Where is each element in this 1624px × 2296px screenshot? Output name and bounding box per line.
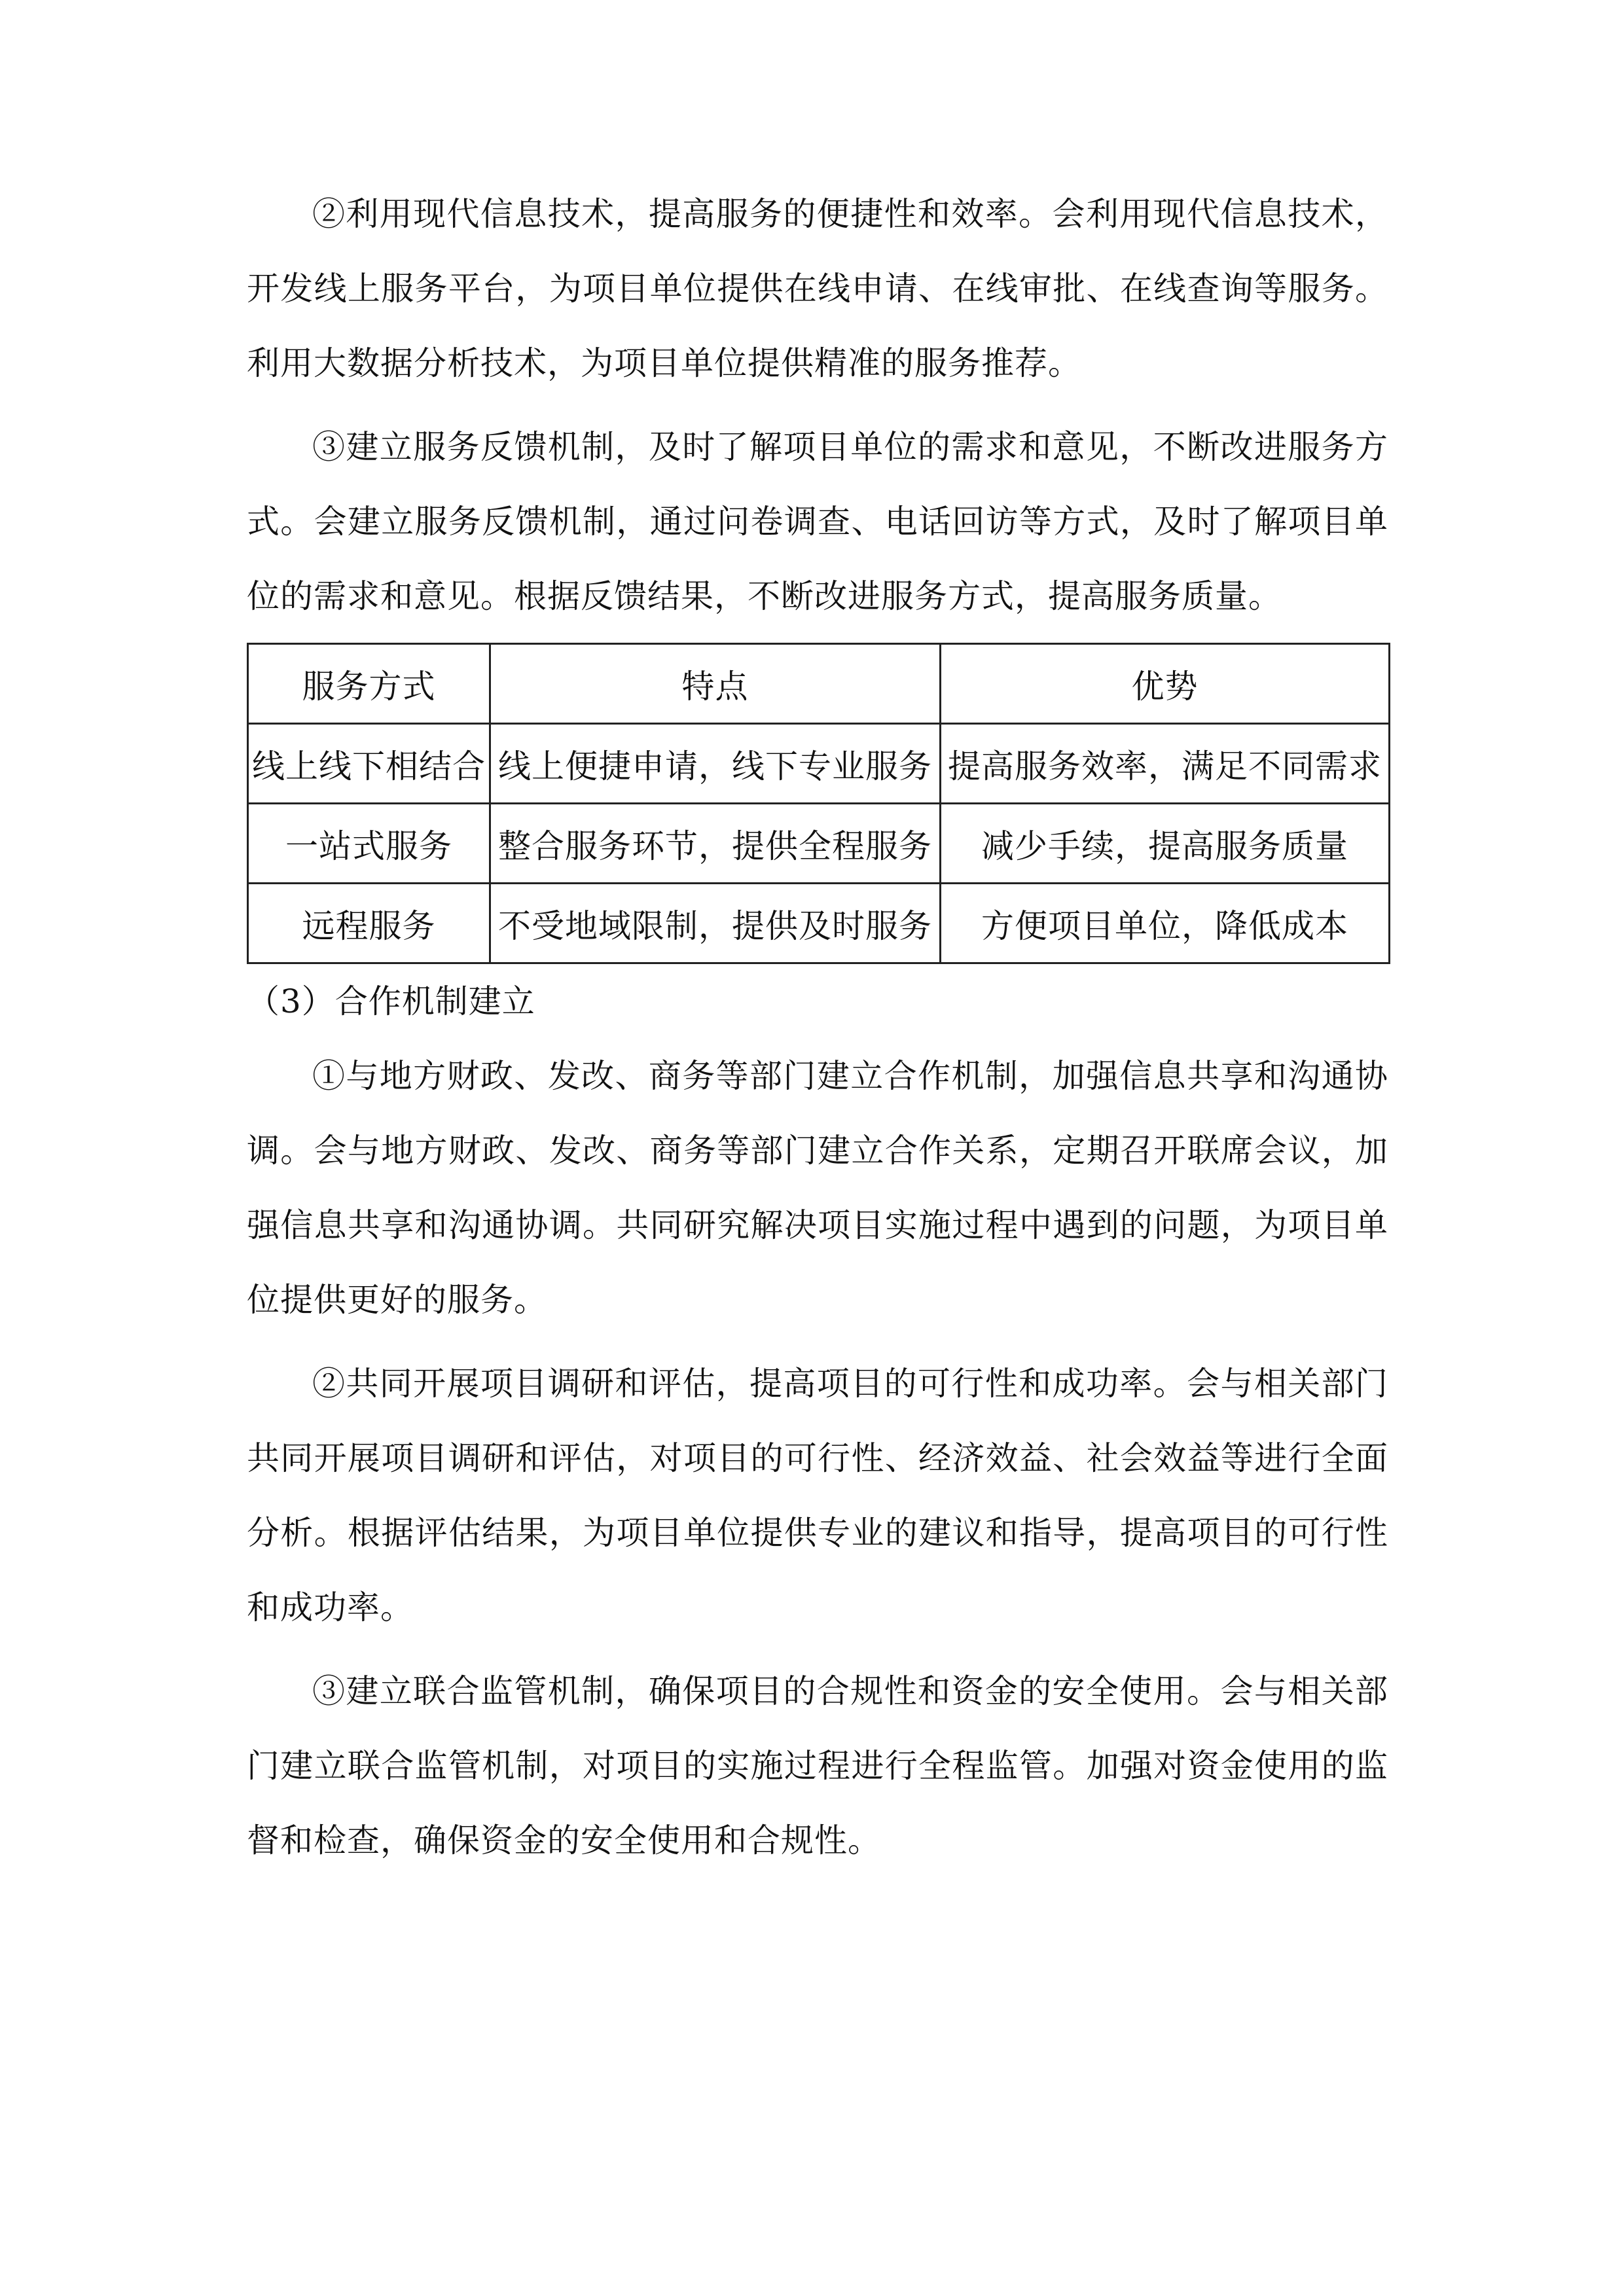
table-header-cell: 服务方式 bbox=[248, 644, 490, 724]
paragraph-joint-supervision: ③建立联合监管机制，确保项目的合规性和资金的安全使用。会与相关部门建立联合监管机制，对项目的实施过程进行全程监管。加强对资金使用的监督和检查，确保资金的安全使用和合规性。 bbox=[247, 1672, 1388, 1859]
section-heading: （3）合作机制建立 bbox=[247, 982, 535, 1020]
table-cell: 减少手续，提高服务质量 bbox=[941, 804, 1390, 884]
table-cell: 线上便捷申请，线下专业服务 bbox=[490, 724, 941, 804]
table-row bbox=[248, 804, 1390, 884]
table-header-cell: 优势 bbox=[941, 644, 1390, 724]
table-cell: 远程服务 bbox=[248, 884, 490, 963]
table-cell: 线上线下相结合 bbox=[248, 724, 490, 804]
paragraph-modern-it: ②利用现代信息技术，提高服务的便捷性和效率。会利用现代信息技术，开发线上服务平台，为项目单位提供在线申请、在线审批、在线查询等服务。利用大数据分析技术，为项目单位提供精准的服务推荐。 bbox=[247, 195, 1388, 382]
table-row bbox=[248, 884, 1390, 963]
service-methods-table bbox=[247, 643, 1390, 964]
table-header-cell: 特点 bbox=[490, 644, 941, 724]
table-cell: 方便项目单位，降低成本 bbox=[941, 884, 1390, 963]
paragraph-cooperation-mechanism: ①与地方财政、发改、商务等部门建立合作机制，加强信息共享和沟通协调。会与地方财政、发改、商务等部门建立合作关系，定期召开联席会议，加强信息共享和沟通协调。共同研究解决项目实施过程中遇到的问题，为项目单位提供更好的服务。 bbox=[247, 1057, 1388, 1319]
table-cell: 不受地域限制，提供及时服务 bbox=[490, 884, 941, 963]
document-page bbox=[247, 177, 1388, 1878]
paragraph-feedback-mechanism: ③建立服务反馈机制，及时了解项目单位的需求和意见，不断改进服务方式。会建立服务反馈机制，通过问卷调查、电话回访等方式，及时了解项目单位的需求和意见。根据反馈结果，不断改进服务方式，提高服务质量。 bbox=[247, 428, 1388, 615]
table-cell: 一站式服务 bbox=[248, 804, 490, 884]
table-cell: 整合服务环节，提供全程服务 bbox=[490, 804, 941, 884]
table-header-row bbox=[248, 644, 1390, 724]
paragraph-joint-research: ②共同开展项目调研和评估，提高项目的可行性和成功率。会与相关部门共同开展项目调研和评估，对项目的可行性、经济效益、社会效益等进行全面分析。根据评估结果，为项目单位提供专业的建议和指导，提高项目的可行性和成功率。 bbox=[247, 1365, 1388, 1626]
table-row bbox=[248, 724, 1390, 804]
table-cell: 提高服务效率，满足不同需求 bbox=[941, 724, 1390, 804]
